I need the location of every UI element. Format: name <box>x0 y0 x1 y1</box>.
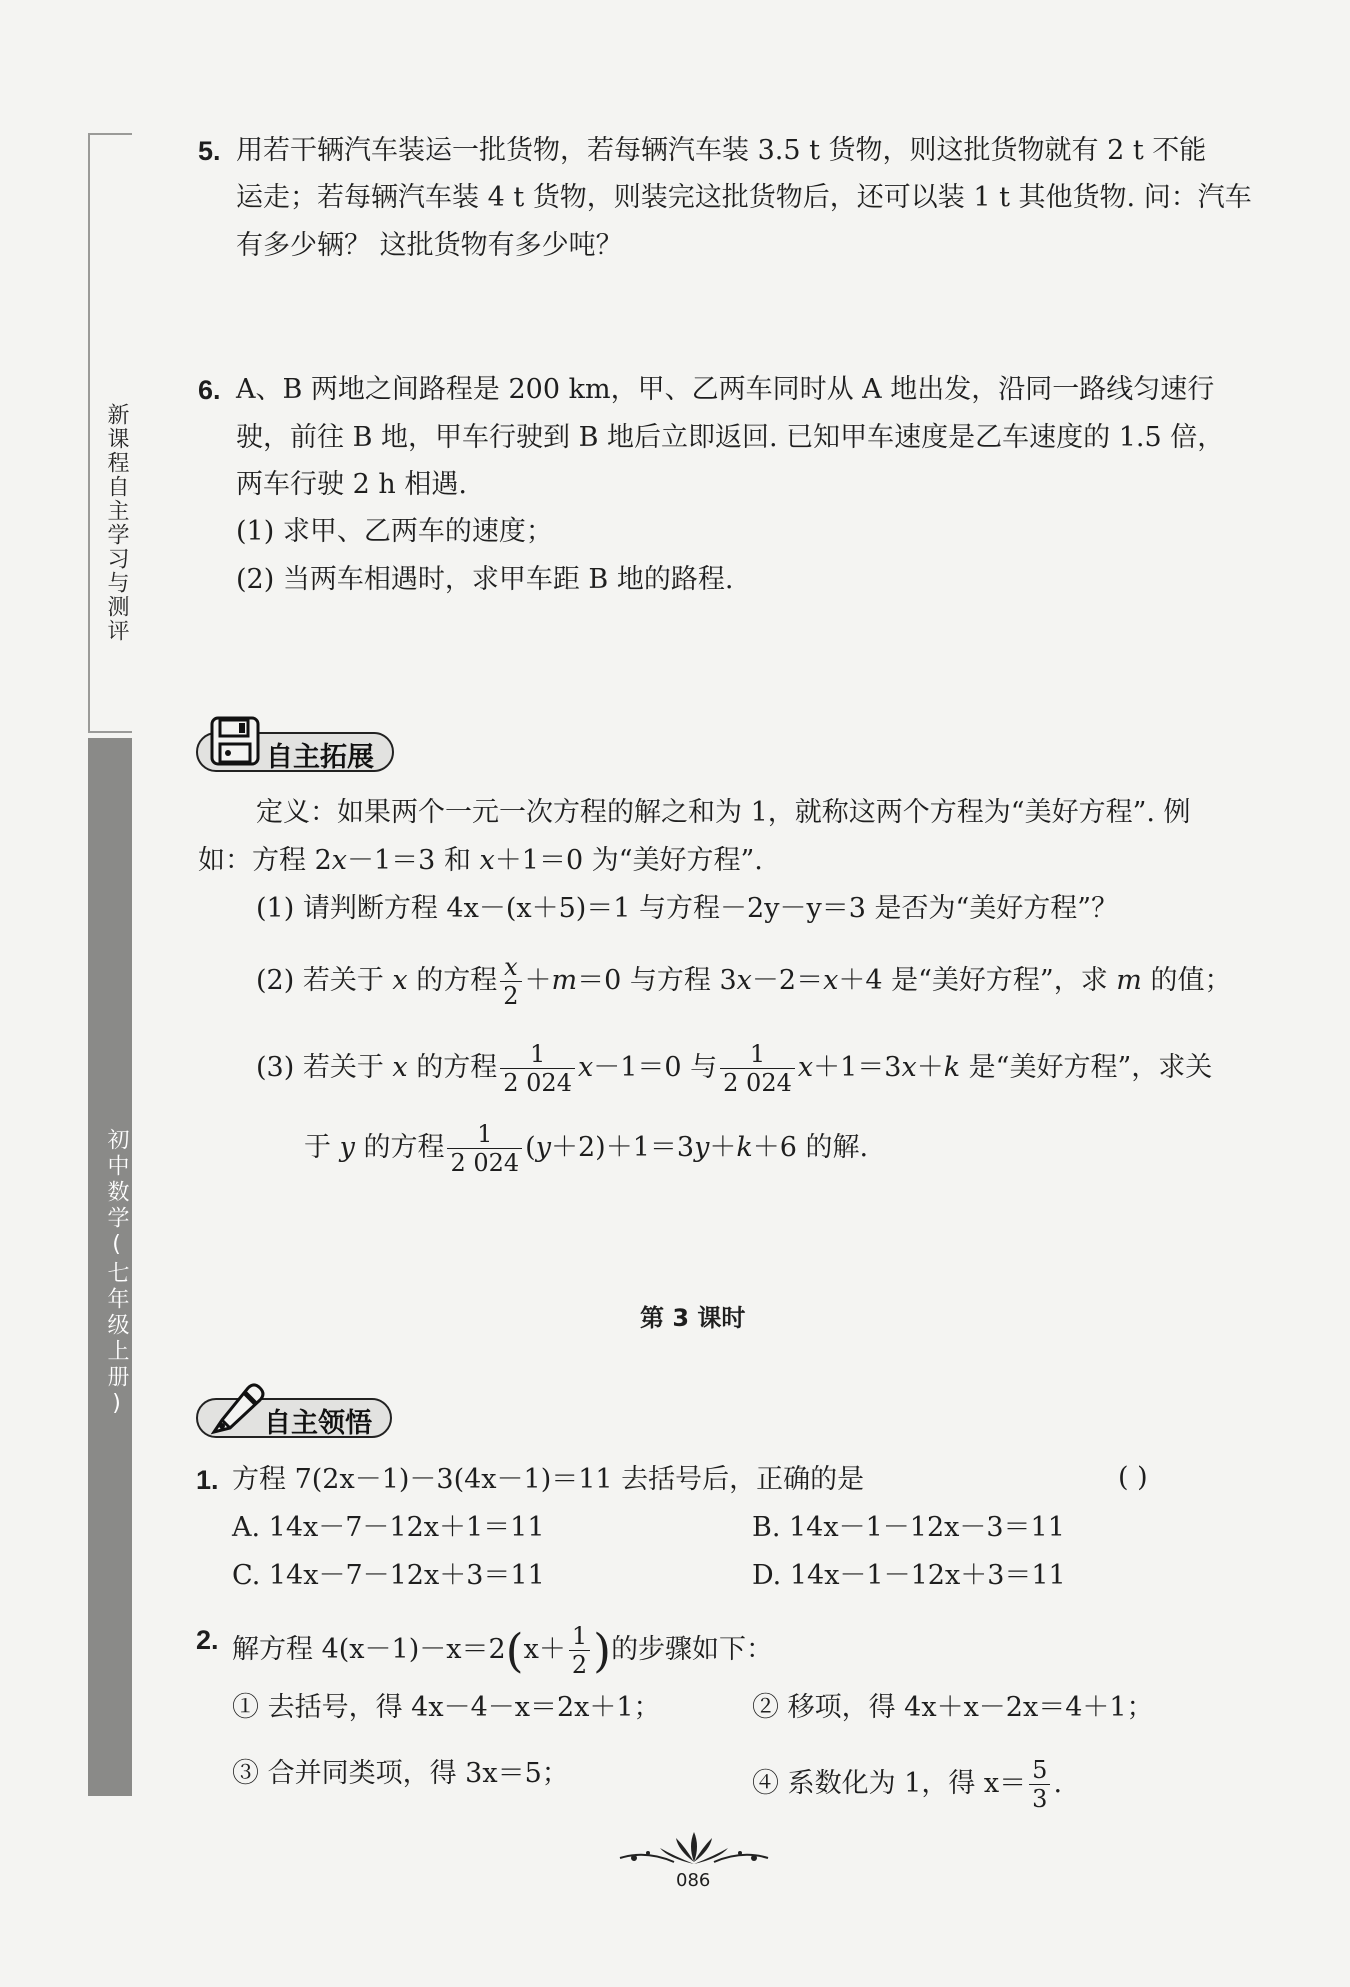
question-number: 5. <box>198 136 221 166</box>
sub-question: (2) 当两车相遇时，求甲车距 B 地的路程. <box>236 564 734 595</box>
page-number: 086 <box>676 1870 711 1891</box>
question-text-line: 驶，前往 B 地，甲车行驶到 B 地后立即返回. 已知甲车速度是乙车速度的 1.5 倍， <box>236 422 1225 453</box>
solution-step: ① 去括号，得 4x－4－x＝2x＋1； <box>232 1692 661 1723</box>
sub-question: (2) 若关于 x 的方程 $\frac{x}{2}$ ＋m＝0 与方程 3x－2＝x＋4 是“美好方程”，求 m 的值； <box>256 953 1232 1010</box>
question-number: 6. <box>198 375 221 405</box>
floppy-disk-icon <box>208 714 264 774</box>
fraction: $\frac{1}{2}$ <box>569 1622 590 1679</box>
side-tab-subject <box>88 738 132 1796</box>
question-number: 1. <box>196 1465 219 1495</box>
question-stem: 方程 7(2x－1)－3(4x－1)＝11 去括号后，正确的是 <box>232 1464 865 1495</box>
fraction: $\frac{x}{2}$ <box>500 953 521 1010</box>
question-stem: 解方程 4(x－1)－x＝2(x＋ $\frac{1}{2}$ )的步骤如下： <box>232 1622 774 1679</box>
choice-option-d[interactable]: D. 14x－1－12x＋3＝11 <box>752 1560 1066 1591</box>
side-tab-book-title-text: 新课程自主学习与测评 <box>104 403 129 643</box>
fraction: $\frac{5}{3}$ <box>1029 1756 1050 1813</box>
choice-option-a[interactable]: A. 14x－7－12x＋1＝11 <box>232 1512 545 1543</box>
solution-step: ④ 系数化为 1，得 x＝ $\frac{5}{3}$ . <box>752 1756 1063 1813</box>
side-tab-subject-text: 初中数学(七年级上册) <box>104 1128 129 1420</box>
solution-step: ② 移项，得 4x＋x－2x＝4＋1； <box>752 1692 1154 1723</box>
question-text-line: 用若干辆汽车装运一批货物，若每辆汽车装 3.5 t 货物，则这批货物就有 2 t 不能 <box>236 135 1207 166</box>
choice-option-c[interactable]: C. 14x－7－12x＋3＝11 <box>232 1560 545 1591</box>
section-title: 自主领悟 <box>264 1408 372 1439</box>
fraction: $\frac{1}{2 024}$ <box>720 1040 795 1097</box>
definition-line: 定义：如果两个一元一次方程的解之和为 1，就称这两个方程为“美好方程”. 例 <box>256 797 1191 828</box>
floral-ornament-icon <box>616 1828 772 1874</box>
lesson-title: 第 3 课时 <box>640 1304 746 1332</box>
fraction: $\frac{1}{2 024}$ <box>447 1120 522 1177</box>
question-text-line: A、B 两地之间路程是 200 km，甲、乙两车同时从 A 地出发，沿同一路线匀速行 <box>236 374 1215 405</box>
question-text-line: 两车行驶 2 h 相遇. <box>236 469 467 500</box>
sub-question: (3) 若关于 x 的方程 $\frac{1}{2 024}$ x－1＝0 与 $\frac{1}{2 024}$ x＋1＝3x＋k 是“美好方程”，求关 <box>256 1040 1213 1097</box>
question-text-line: 有多少辆？ 这批货物有多少吨？ <box>236 230 623 261</box>
question-number: 2. <box>196 1625 219 1655</box>
definition-line: 如：方程 2x－1＝3 和 x＋1＝0 为“美好方程”. <box>198 845 763 876</box>
sub-question: (1) 请判断方程 4x－(x＋5)＝1 与方程－2y－y＝3 是否为“美好方程”？ <box>256 893 1119 924</box>
sub-question: (1) 求甲、乙两车的速度； <box>236 516 553 547</box>
side-tab-book-title <box>88 133 132 733</box>
sub-question-continued: 于 y 的方程 $\frac{1}{2 024}$ (y＋2)＋1＝3y＋k＋6 的解. <box>304 1120 869 1177</box>
pen-icon <box>208 1380 268 1442</box>
question-text-line: 运走；若每辆汽车装 4 t 货物，则装完这批货物后，还可以装 1 t 其他货物. 问：汽车 <box>236 182 1252 213</box>
section-title: 自主拓展 <box>266 742 374 773</box>
fraction: $\frac{1}{2 024}$ <box>500 1040 575 1097</box>
choice-option-b[interactable]: B. 14x－1－12x－3＝11 <box>752 1512 1065 1543</box>
solution-step: ③ 合并同类项，得 3x＝5； <box>232 1758 569 1789</box>
answer-blank[interactable]: ( ) <box>1118 1462 1148 1493</box>
